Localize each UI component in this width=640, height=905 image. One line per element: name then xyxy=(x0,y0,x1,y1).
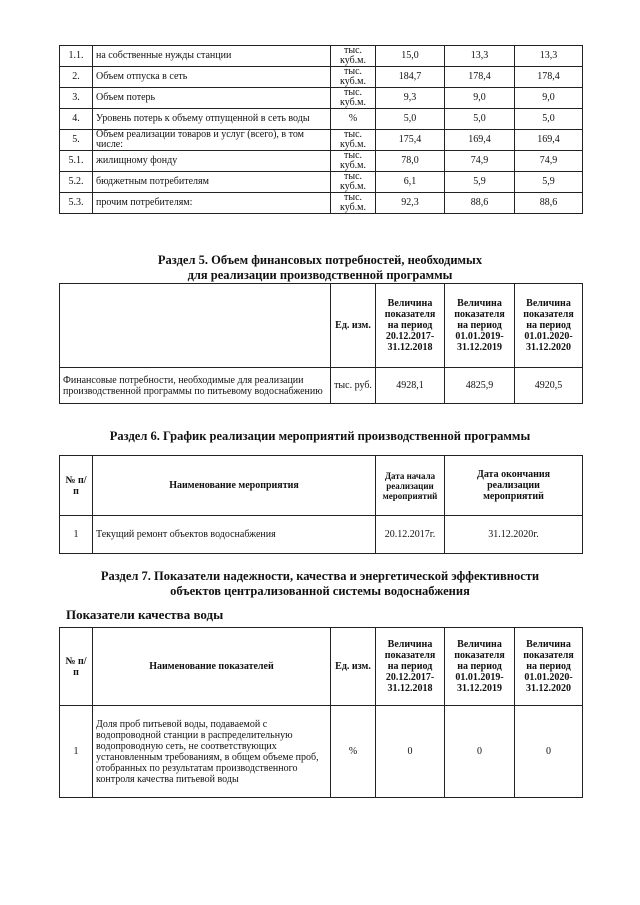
volume-table-row xyxy=(60,46,583,67)
volume-row-v3: 74,9 xyxy=(515,151,583,172)
quality-header-col1: Величина показателя на период 20.12.2017-31.12.2018 xyxy=(376,628,445,706)
section7-title-line2: объектов централизованной системы водоснабжения xyxy=(170,584,470,598)
volume-row-unit: тыс. куб.м. xyxy=(331,46,376,67)
volume-row-v1: 5,0 xyxy=(376,109,445,130)
finance-row xyxy=(60,368,583,404)
volume-row-v3: 5,9 xyxy=(515,172,583,193)
schedule-row-start: 20.12.2017г. xyxy=(376,516,445,554)
finance-header-col1: Величина показателя на период 20.12.2017-31.12.2018 xyxy=(376,284,445,368)
volume-row-unit: тыс. куб.м. xyxy=(331,151,376,172)
quality-header-col2: Величина показателя на период 01.01.2019-31.12.2019 xyxy=(445,628,515,706)
finance-row-v2: 4825,9 xyxy=(445,368,515,404)
volume-table-row xyxy=(60,67,583,88)
quality-row-v1: 0 xyxy=(376,706,445,798)
schedule-header-start: Дата начала реализации мероприятий xyxy=(376,456,445,516)
finance-header-col3: Величина показателя на период 01.01.2020-31.12.2020 xyxy=(515,284,583,368)
volume-row-name: Объем реализации товаров и услуг (всего), в том числе: xyxy=(93,130,331,151)
finance-table-header xyxy=(60,284,583,368)
volume-row-unit: тыс. куб.м. xyxy=(331,67,376,88)
quality-row-name: Доля проб питьевой воды, подаваемой с водопроводной станции в распределительную водопроводную сеть, не соответствующих установленным требованиям, в общем объеме проб, отобранных по результатам производственного контроля качества питьевой воды xyxy=(93,706,331,798)
volume-table-body xyxy=(60,46,583,214)
volume-row-name: бюджетным потребителям xyxy=(93,172,331,193)
volume-row-v1: 15,0 xyxy=(376,46,445,67)
volume-row-v3: 9,0 xyxy=(515,88,583,109)
volume-row-unit: тыс. куб.м. xyxy=(331,193,376,214)
volume-table-row xyxy=(60,193,583,214)
volume-row-no: 5. xyxy=(60,130,93,151)
volume-table-row xyxy=(60,172,583,193)
volume-row-v2: 5,9 xyxy=(445,172,515,193)
finance-table xyxy=(59,283,583,404)
section7-title xyxy=(40,569,600,599)
volume-row-v1: 6,1 xyxy=(376,172,445,193)
section6-title: Раздел 6. График реализации мероприятий производственной программы xyxy=(109,429,531,443)
volume-table-row xyxy=(60,88,583,109)
volume-row-unit: % xyxy=(331,109,376,130)
volume-row-name: Уровень потерь к объему отпущенной в сеть воды xyxy=(93,109,331,130)
volume-row-no: 3. xyxy=(60,88,93,109)
volume-row-v2: 13,3 xyxy=(445,46,515,67)
volume-table xyxy=(59,45,583,214)
quality-row-v3: 0 xyxy=(515,706,583,798)
quality-header-unit: Ед. изм. xyxy=(331,628,376,706)
finance-header-unit: Ед. изм. xyxy=(331,284,376,368)
volume-row-no: 4. xyxy=(60,109,93,130)
finance-header-empty xyxy=(60,284,331,368)
volume-row-no: 5.1. xyxy=(60,151,93,172)
quality-table-header xyxy=(60,628,583,706)
schedule-header-name: Наименование мероприятия xyxy=(93,456,376,516)
finance-row-unit: тыс. руб. xyxy=(331,368,376,404)
quality-row-v2: 0 xyxy=(445,706,515,798)
schedule-row-end: 31.12.2020г. xyxy=(445,516,583,554)
schedule-table xyxy=(59,455,583,554)
volume-row-name: жилищному фонду xyxy=(93,151,331,172)
volume-row-v1: 184,7 xyxy=(376,67,445,88)
finance-header-col2: Величина показателя на период 01.01.2019-31.12.2019 xyxy=(445,284,515,368)
volume-row-unit: тыс. куб.м. xyxy=(331,130,376,151)
volume-row-no: 5.2. xyxy=(60,172,93,193)
volume-row-name: Объем отпуска в сеть xyxy=(93,67,331,88)
volume-row-name: на собственные нужды станции xyxy=(93,46,331,67)
finance-row-v3: 4920,5 xyxy=(515,368,583,404)
volume-row-v2: 74,9 xyxy=(445,151,515,172)
quality-table xyxy=(59,627,583,798)
volume-row-v3: 5,0 xyxy=(515,109,583,130)
volume-row-v3: 178,4 xyxy=(515,67,583,88)
volume-row-unit: тыс. куб.м. xyxy=(331,88,376,109)
schedule-row-name: Текущий ремонт объектов водоснабжения xyxy=(93,516,376,554)
quality-row xyxy=(60,706,583,798)
volume-row-name: Объем потерь xyxy=(93,88,331,109)
schedule-header-no: № п/п xyxy=(60,456,93,516)
schedule-header-end: Дата окончания реализации мероприятий xyxy=(445,456,583,516)
quality-header-name: Наименование показателей xyxy=(93,628,331,706)
volume-row-v2: 88,6 xyxy=(445,193,515,214)
volume-row-v2: 9,0 xyxy=(445,88,515,109)
schedule-row-no: 1 xyxy=(60,516,93,554)
volume-row-v2: 5,0 xyxy=(445,109,515,130)
quality-header-col3: Величина показателя на период 01.01.2020-31.12.2020 xyxy=(515,628,583,706)
volume-row-name: прочим потребителям: xyxy=(93,193,331,214)
volume-row-unit: тыс. куб.м. xyxy=(331,172,376,193)
volume-table-row xyxy=(60,109,583,130)
volume-row-no: 5.3. xyxy=(60,193,93,214)
volume-row-v1: 175,4 xyxy=(376,130,445,151)
volume-row-v3: 169,4 xyxy=(515,130,583,151)
quality-row-no: 1 xyxy=(60,706,93,798)
volume-row-no: 1.1. xyxy=(60,46,93,67)
section5-title xyxy=(40,253,600,283)
section7-title-line1: Раздел 7. Показатели надежности, качества и энергетической эффективности xyxy=(100,569,540,583)
volume-row-v1: 78,0 xyxy=(376,151,445,172)
volume-row-v1: 9,3 xyxy=(376,88,445,109)
schedule-row xyxy=(60,516,583,554)
volume-row-v2: 178,4 xyxy=(445,67,515,88)
finance-row-v1: 4928,1 xyxy=(376,368,445,404)
volume-row-v3: 13,3 xyxy=(515,46,583,67)
volume-row-v2: 169,4 xyxy=(445,130,515,151)
volume-table-row xyxy=(60,151,583,172)
quality-row-unit: % xyxy=(331,706,376,798)
volume-row-v1: 92,3 xyxy=(376,193,445,214)
volume-row-no: 2. xyxy=(60,67,93,88)
volume-table-row xyxy=(60,130,583,151)
finance-row-name: Финансовые потребности, необходимые для реализации производственной программы по питьевому водоснабжению xyxy=(60,368,331,404)
quality-header-no: № п/п xyxy=(60,628,93,706)
section5-title-line1: Раздел 5. Объем финансовых потребностей, необходимых xyxy=(157,253,483,267)
volume-row-v3: 88,6 xyxy=(515,193,583,214)
schedule-table-header xyxy=(60,456,583,516)
section7-subtitle: Показатели качества воды xyxy=(66,607,224,622)
section5-title-line2: для реализации производственной программы xyxy=(187,268,453,282)
